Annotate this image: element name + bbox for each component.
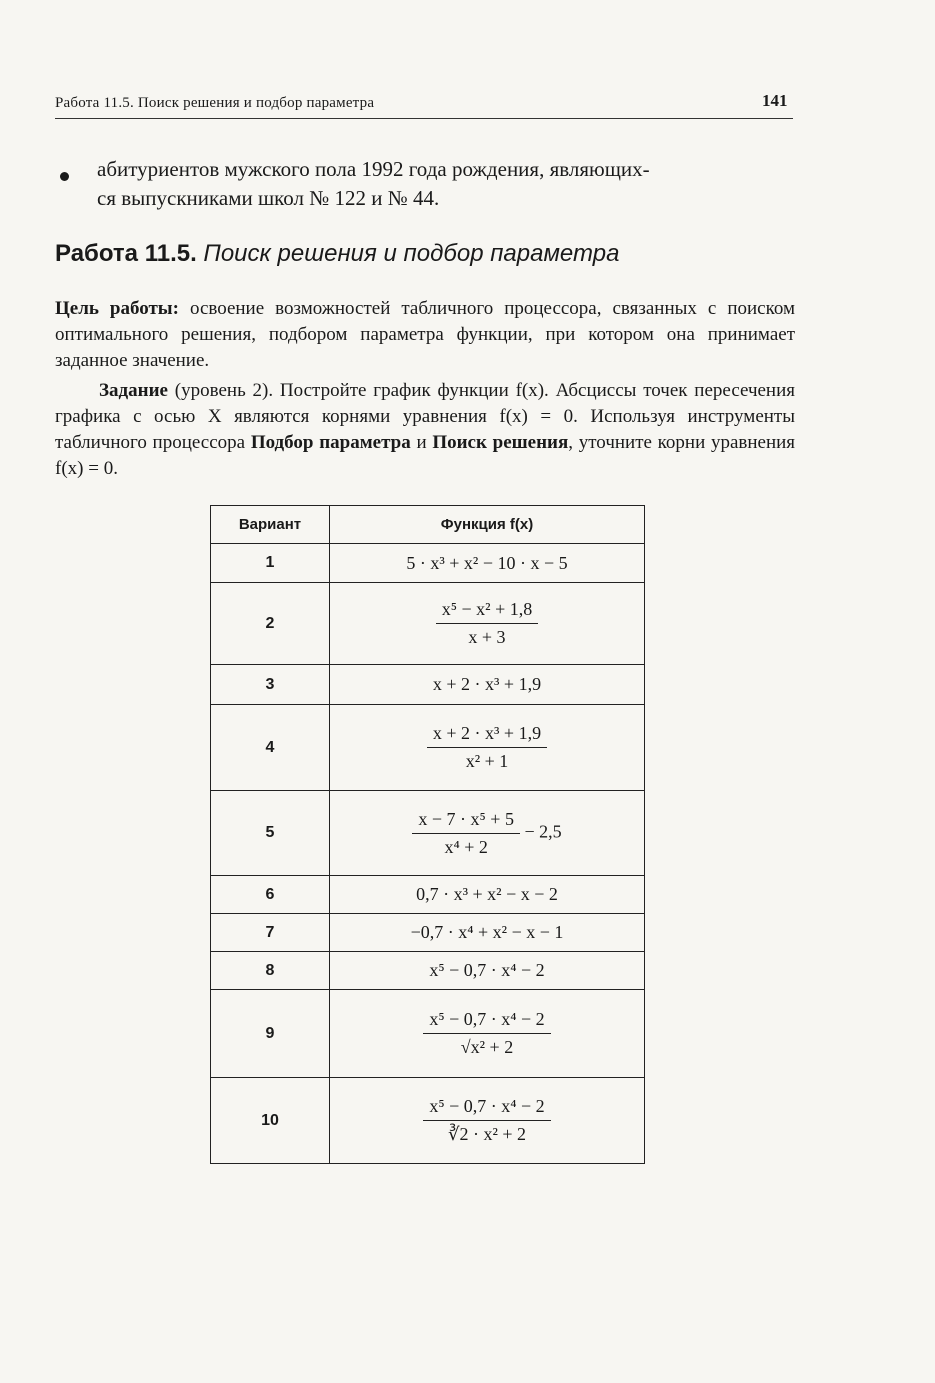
- table-row: [211, 914, 645, 952]
- table-header-row: [211, 506, 645, 544]
- variant-number: 3: [211, 665, 330, 705]
- variants-table: [210, 505, 645, 1164]
- page-number: 141: [762, 91, 788, 110]
- variant-number: 7: [211, 914, 330, 952]
- function-formula: [330, 583, 645, 665]
- fraction: [427, 723, 547, 772]
- bullet-line-1: абитуриентов мужского пола 1992 года рождения, являющих-: [97, 157, 650, 181]
- variant-number: 6: [211, 876, 330, 914]
- section-title: [55, 240, 619, 268]
- function-formula: [330, 705, 645, 791]
- function-formula: [330, 990, 645, 1078]
- denominator: √x² + 2: [460, 1037, 514, 1057]
- function-formula: x + 2 · x³ + 1,9: [330, 665, 645, 705]
- bullet-text: [97, 155, 797, 213]
- task-text-1: (уровень 2). Постройте график функции f(x). Абсциссы точек пересечения графика с осью X являются корнями уравнения f(x) = 0. Используя инструменты табличного процессора: [55, 380, 796, 453]
- table-row: [211, 665, 645, 705]
- denominator: ∛2 · x² + 2: [447, 1124, 526, 1144]
- goal-text: освоение возможностей табличного процессора, связанных с поиском оптимального решения, подбором параметра функции, при котором она принимает заданное значение.: [55, 298, 796, 371]
- variant-number: 4: [211, 705, 330, 791]
- table-row: [211, 990, 645, 1078]
- task-tool-1: Подбор параметра: [250, 432, 411, 453]
- denominator: x⁴ + 2: [444, 836, 488, 857]
- variant-number: 5: [211, 791, 330, 876]
- goal-label: Цель работы:: [55, 298, 179, 319]
- section-name: Поиск решения и подбор параметра: [203, 240, 620, 267]
- function-formula: 0,7 · x³ + x² − x − 2: [330, 876, 645, 914]
- fraction: [423, 1096, 550, 1145]
- fraction: [423, 1009, 550, 1058]
- goal-paragraph: [55, 296, 795, 374]
- function-formula: [330, 1078, 645, 1164]
- table-row: [211, 1078, 645, 1164]
- denominator: x² + 1: [465, 751, 509, 771]
- header-function: Функция f(x): [330, 506, 645, 544]
- numerator: x⁵ − 0,7 · x⁴ − 2: [423, 1096, 550, 1121]
- task-tool-2: Поиск решения: [432, 432, 569, 453]
- function-formula: x⁵ − 0,7 · x⁴ − 2: [330, 952, 645, 990]
- numerator: x⁵ − 0,7 · x⁴ − 2: [423, 1009, 550, 1034]
- variant-number: 10: [211, 1078, 330, 1164]
- bullet-line-2: ся выпускниками школ № 122 и № 44.: [97, 186, 440, 210]
- section-label: Работа 11.5.: [55, 240, 197, 267]
- variant-number: 1: [211, 544, 330, 583]
- table-row: [211, 952, 645, 990]
- function-formula: −0,7 · x⁴ + x² − x − 1: [330, 914, 645, 952]
- table-row: [211, 705, 645, 791]
- table-row: [211, 544, 645, 583]
- numerator: x⁵ − x² + 1,8: [436, 599, 538, 624]
- formula-tail: − 2,5: [524, 821, 562, 842]
- numerator: x + 2 · x³ + 1,9: [427, 723, 547, 748]
- header-rule: [55, 118, 793, 119]
- variant-number: 8: [211, 952, 330, 990]
- fraction: [412, 809, 520, 858]
- function-formula: 5 · x³ + x² − 10 · x − 5: [330, 544, 645, 583]
- function-formula: [330, 791, 645, 876]
- header-variant: Вариант: [211, 506, 330, 544]
- task-and: и: [416, 432, 427, 453]
- denominator: x + 3: [468, 627, 506, 647]
- table-row: [211, 876, 645, 914]
- variant-number: 2: [211, 583, 330, 665]
- numerator: x − 7 · x⁵ + 5: [412, 809, 520, 834]
- variant-number: 9: [211, 990, 330, 1078]
- bullet-icon: [60, 172, 69, 181]
- task-paragraph: [55, 378, 795, 482]
- task-label: Задание: [99, 380, 168, 401]
- table-row: [211, 791, 645, 876]
- table-row: [211, 583, 645, 665]
- task-text-2: , уточните корни уравнения f(x) = 0.: [55, 432, 796, 479]
- fraction: [436, 599, 538, 648]
- running-head: Работа 11.5. Поиск решения и подбор параметра: [55, 95, 375, 111]
